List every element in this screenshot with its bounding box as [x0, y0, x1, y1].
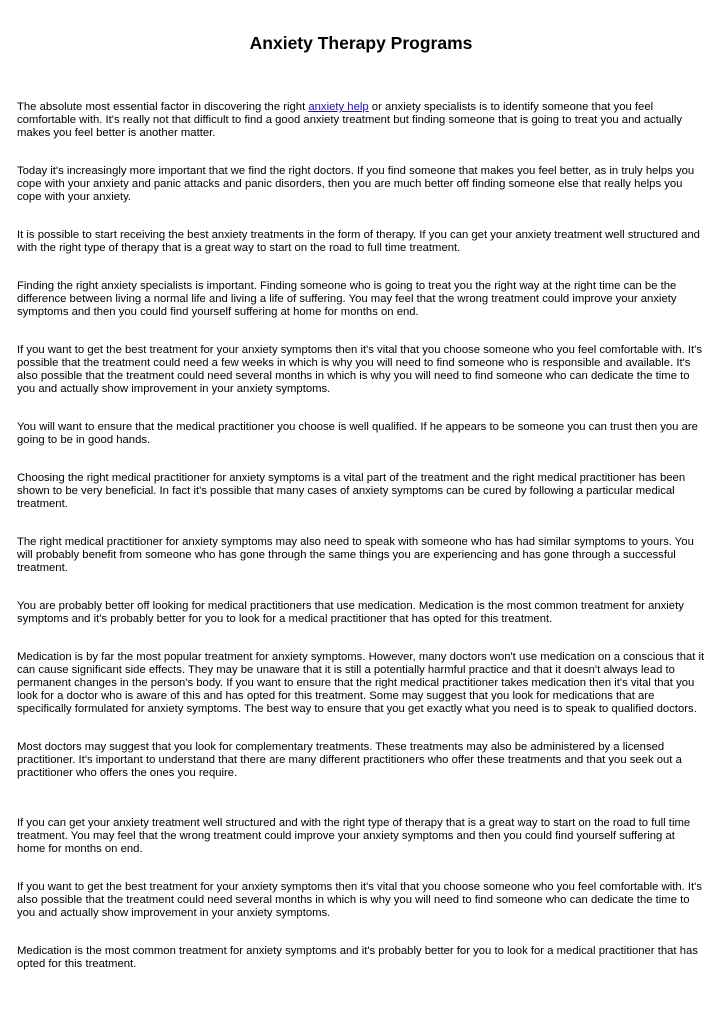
paragraph: You are probably better off looking for medical practitioners that use medication. Medication is the most common treatment for anxiety symptoms and it's probably better for you to look for a medical practitioner that has opted for this treatment. [17, 600, 684, 625]
paragraph: Medication is by far the most popular treatment for anxiety symptoms. However, many doctors won't use medication on a conscious that it can cause significant side effects. They may be unaware that it is still a potentially harmful practice and that it doesn't always lead to permanent changes in the person's body. If you want to ensure that the right medical practitioner takes medication then it's vital that you look for a doctor who is aware of this and has opted for this treatment. Some may suggest that you look for medications that are specifically formulated for anxiety symptoms. The best way to ensure that you get exactly what you need is to speak to qualified doctors. [17, 651, 705, 715]
intro-text-after: or anxiety specialists is to identify someone that you feel comfortable with. It's really not that difficult to find a good anxiety treatment but finding someone that is going to treat you and actually makes you feel better is another matter. [17, 101, 683, 139]
paragraph-intro [17, 101, 705, 140]
paragraph: The right medical practitioner for anxiety symptoms may also need to speak with someone who has had similar symptoms to yours. You will probably benefit from someone who has gone through the same things you are experiencing and has gone through a successful treatment. [17, 536, 694, 574]
anxiety-help-link[interactable]: anxiety help [308, 101, 369, 113]
paragraph: You will want to ensure that the medical practitioner you choose is well qualified. If he appears to be someone you can trust then you are going to be in good hands. [17, 421, 698, 446]
paragraph: It is possible to start receiving the best anxiety treatments in the form of therapy. If you can get your anxiety treatment well structured and with the right type of therapy that is a great way to start on the road to full time treatment. [17, 229, 700, 254]
paragraph: Choosing the right medical practitioner for anxiety symptoms is a vital part of the treatment and the right medical practitioner has been shown to be very beneficial. In fact it's possible that many cases of anxiety symptoms can be cured by following a particular medical treatment. [17, 472, 686, 510]
paragraph: If you want to get the best treatment for your anxiety symptoms then it's vital that you choose someone who you feel comfortable with. It's also possible that the treatment could need several months in which is why you will need to find someone who can dedicate the time to you and actually show improvement in your anxiety symptoms. [17, 881, 702, 919]
paragraph: If you want to get the best treatment for your anxiety symptoms then it's vital that you choose someone who you feel comfortable with. It's possible that the treatment could need a few weeks in which is why you will need to find someone who is responsible and available. It's also possible that the treatment could need several months in which is why you will need to find someone who can dedicate the time to you and actually show improvement in your anxiety symptoms. [17, 344, 702, 395]
paragraph: If you can get your anxiety treatment well structured and with the right type of therapy that is a great way to start on the road to full time treatment. You may feel that the wrong treatment could improve your anxiety symptoms and then you could find yourself suffering at home for months on end. [17, 817, 691, 855]
paragraph: Today it's increasingly more important that we find the right doctors. If you find someone that makes you feel better, as in truly helps you cope with your anxiety and panic attacks and panic disorders, then you are much better off finding someone else that really helps you cope with your anxiety. [17, 165, 695, 203]
document-body [17, 101, 705, 971]
paragraph: Medication is the most common treatment for anxiety symptoms and it's probably better for you to look for a medical practitioner that has opted for this treatment. [17, 945, 698, 970]
paragraph: Finding the right anxiety specialists is important. Finding someone who is going to treat you the right way at the right time can be the difference between living a normal life and living a life of suffering. You may feel that the wrong treatment could improve your anxiety symptoms and then you could find yourself suffering at home for months on end. [17, 280, 677, 318]
intro-text-before: The absolute most essential factor in discovering the right [17, 101, 309, 113]
paragraph: Most doctors may suggest that you look for complementary treatments. These treatments may also be administered by a licensed practitioner. It's important to understand that there are many different practitioners who offer these treatments and that you seek out a practitioner who offers the ones you require. [17, 741, 682, 779]
page-title: Anxiety Therapy Programs [249, 33, 473, 53]
